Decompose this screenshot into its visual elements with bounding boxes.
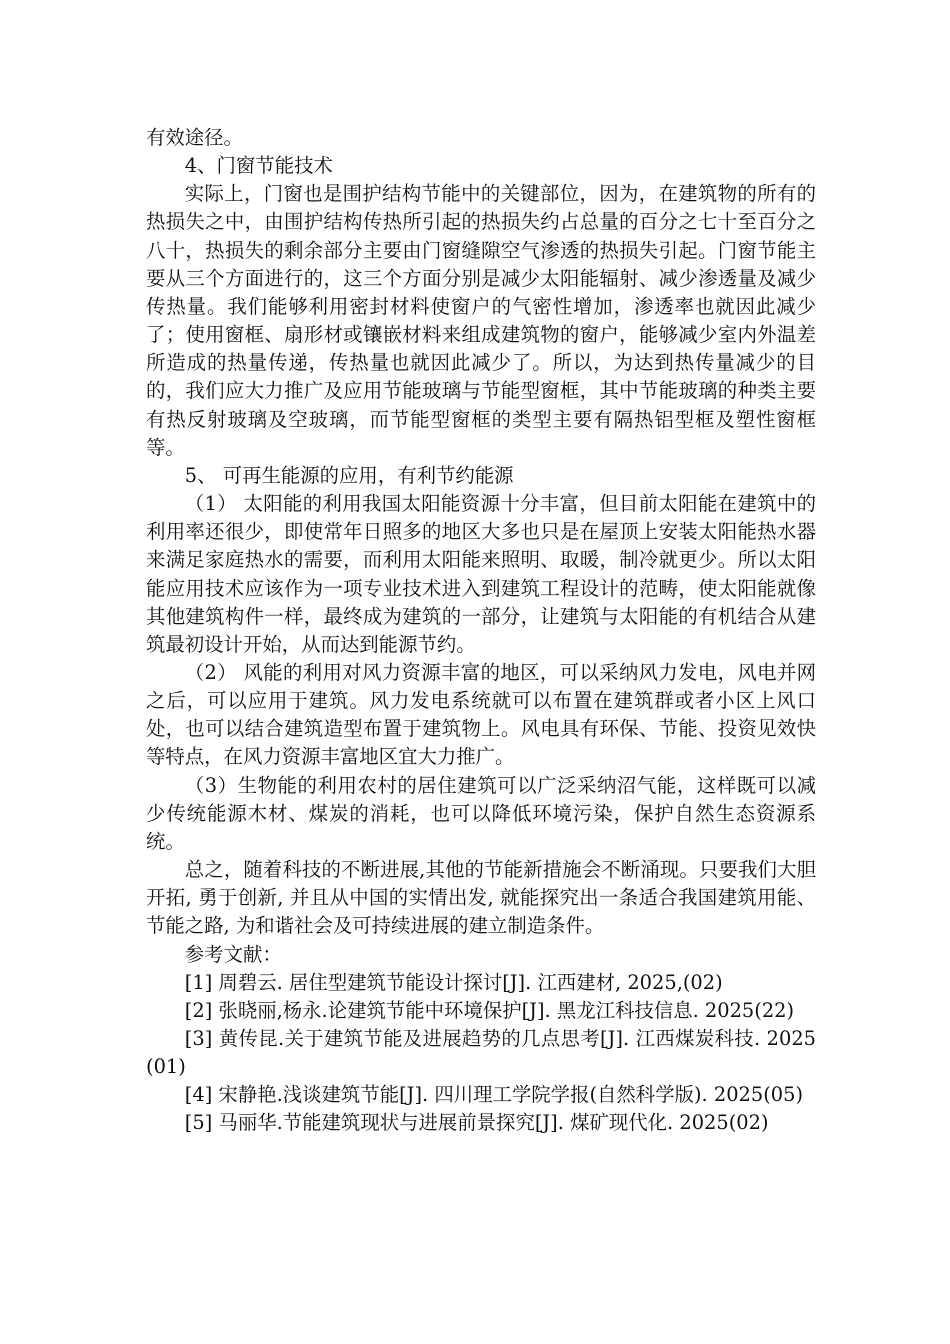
paragraph-window-door: 实际上，门窗也是围护结构节能中的关键部位，因为，在建筑物的所有的热损失之中，由围护结构传热所引起的热损失约占总量的百分之七十至百分之八十，热损失的剩余部分主要由门窗缝隙空气渗透的热损失引起。门窗节能主要从三个方面进行的，这三个方面分别是减少太阳能辐射、减少渗透量及减少传热量。我们能够利用密封材料使窗户的气密性增加，渗透率也就因此减少了；使用窗框、扇形材或镶嵌材料来组成建筑物的窗户，能够减少室内外温差所造成的热量传递，传热量也就因此减少了。所以，为达到热传量减少的目的，我们应大力推广及应用节能玻璃与节能型窗框，其中节能玻璃的种类主要有热反射玻璃及空玻璃，而节能型窗框的类型主要有隔热铝型框及塑性窗框等。 xyxy=(146,182,816,459)
reference-item: [1] 周碧云. 居住型建筑节能设计探讨[J]. 江西建材, 2025,(02) xyxy=(184,970,723,994)
paragraph-conclusion: 总之，随着科技的不断进展,其他的节能新措施会不断涌现。只要我们大胆开拓, 勇于创新, 并且从中国的实情出发, 就能探究出一条适合我国建筑用能、节能之路, 为和谐社会及可持续进展的建立制造条件。 xyxy=(146,858,816,938)
paragraph-biomass: （3）生物能的利用农村的居住建筑可以广泛采纳沼气能，这样既可以减少传统能源木材、煤炭的消耗，也可以降低环境污染，保护自然生态资源系统。 xyxy=(146,773,816,853)
document-body xyxy=(146,124,816,1138)
reference-item: [2] 张晓丽,杨永.论建筑节能中环境保护[J]. 黑龙江科技信息. 2025(22) xyxy=(184,998,795,1022)
paragraph-solar: （1） 太阳能的利用我国太阳能资源十分丰富，但目前太阳能在建筑中的利用率还很少，即使常年日照多的地区大多也只是在屋顶上安装太阳能热水器来满足家庭热水的需要，而利用太阳能来照明、取暖，制冷就更少。所以太阳能应用技术应该作为一项专业技术进入到建筑工程设计的范畴，使太阳能就像其他建筑构件一样，最终成为建筑的一部分，让建筑与太阳能的有机结合从建筑最初设计开始，从而达到能源节约。 xyxy=(146,492,816,656)
reference-item: [3] 黄传昆.关于建筑节能及进展趋势的几点思考[J]. 江西煤炭科技. 2025(01) xyxy=(146,1027,816,1079)
paragraph-wind: （2） 风能的利用对风力资源丰富的地区，可以采纳风力发电，风电并网之后，可以应用于建筑。风力发电系统就可以布置在建筑群或者小区上风口处，也可以结合建筑造型布置于建筑物上。风电具有环保、节能、投资见效快等特点，在风力资源丰富地区宜大力推广。 xyxy=(146,660,816,769)
section-heading-renewable: 5、 可再生能源的应用，有利节约能源 xyxy=(184,463,514,487)
reference-item: [4] 宋静艳.浅谈建筑节能[J]. 四川理工学院学报(自然科学版). 2025(05) xyxy=(184,1083,804,1107)
references-heading: 参考文献： xyxy=(184,942,282,966)
reference-item: [5] 马丽华.节能建筑现状与进展前景探究[J]. 煤矿现代化. 2025(02) xyxy=(184,1111,769,1135)
section-heading-window-door: 4、门窗节能技术 xyxy=(184,154,333,178)
paragraph-continuation: 有效途径。 xyxy=(146,126,243,149)
